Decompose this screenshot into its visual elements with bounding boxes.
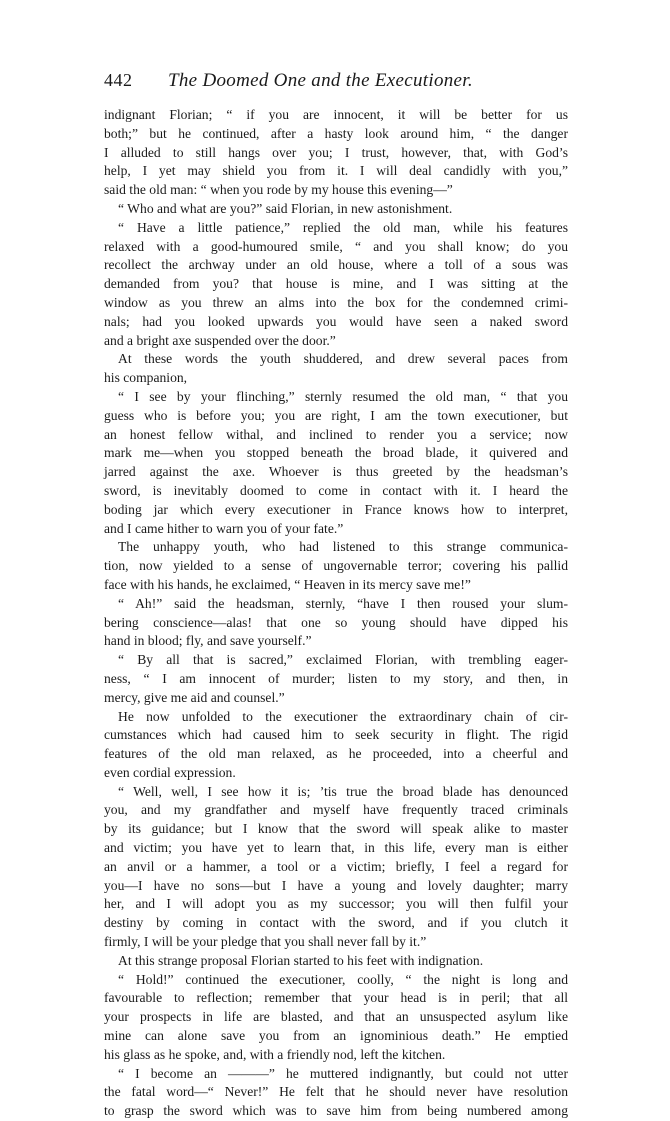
text-line: firmly, I will be your pledge that you shall never fall by it.” [104, 934, 427, 950]
text-line: to grasp the sword which was to save him from being numbered among [104, 1103, 568, 1119]
text-line: by its guidance; but I know that the sword will speak alike to master [104, 821, 568, 837]
text-line: the fatal word—“ Never!” He felt that he should never have resolution [104, 1084, 568, 1100]
text-line: her, and I will adopt you as my successor; you will then fulfil your [104, 896, 568, 912]
text-line: even cordial expression. [104, 764, 236, 780]
text-line: sword, is inevitably doomed to come in contact with it. I heard the [104, 482, 568, 498]
text-line: mark me—when you stopped beneath the broad blade, it quivered and [104, 445, 568, 461]
text-line: “ Well, well, I see how it is; ’tis true the broad blade has denounced [118, 783, 568, 799]
body-text [104, 106, 568, 1121]
text-line: I alluded to still hangs over you; I trust, however, that, with God’s [104, 144, 568, 160]
text-line: “ Have a little patience,” replied the old man, while his features [118, 219, 568, 235]
text-line: mercy, give me aid and counsel.” [104, 689, 285, 705]
text-line: and I came hither to warn you of your fate.” [104, 520, 344, 536]
text-line: nals; had you looked upwards you would have seen a naked sword [104, 313, 568, 329]
text-line: “ I become an ———” he muttered indignantly, but could not utter [118, 1065, 568, 1081]
text-line: cumstances which had caused him to seek security in flight. The rigid [104, 727, 568, 743]
text-line: face with his hands, he exclaimed, “ Heaven in its mercy save me!” [104, 576, 471, 592]
text-line: “ By all that is sacred,” exclaimed Florian, with trembling eager- [118, 652, 568, 668]
text-line: both;” but he continued, after a hasty look around him, “ the danger [104, 125, 568, 141]
text-line: you, and my grandfather and myself have frequently traced criminals [104, 802, 568, 818]
text-line: At this strange proposal Florian started to his feet with indignation. [118, 952, 484, 968]
text-line: your prospects in life are blasted, and that an unsuspected asylum like [104, 1009, 568, 1025]
text-line: mine can alone save you from an ignominious death.” He emptied [104, 1028, 568, 1044]
text-line: relaxed with a good-humoured smile, “ and you shall know; do you [104, 238, 568, 254]
text-line: his glass as he spoke, and, with a friendly nod, left the kitchen. [104, 1046, 446, 1062]
text-line: “ Who and what are you?” said Florian, in new astonishment. [118, 200, 453, 216]
text-line: an anvil or a hammer, a tool or a victim; briefly, I feel a regard for [104, 858, 568, 874]
running-title: The Doomed One and the Executioner. [168, 70, 473, 91]
text-line: his companion, [104, 370, 188, 386]
text-line: hand in blood; fly, and save yourself.” [104, 633, 312, 649]
text-line: and victim; you have yet to learn that, in this life, every man is either [104, 840, 568, 856]
text-line: He now unfolded to the executioner the extraordinary chain of cir- [118, 708, 568, 724]
text-line: tion, now yielded to a sense of ungovernable terror; covering his pallid [104, 558, 568, 574]
text-line: “ Ah!” said the headsman, sternly, “have I then roused your slum- [118, 595, 568, 611]
text-line: guess who is before you; you are right, I am the town executioner, but [104, 407, 568, 423]
text-line: help, I yet may shield you from it. I will deal candidly with you,” [104, 163, 568, 179]
text-line: you—I have no sons—but I have a young and lovely daughter; marry [104, 877, 568, 893]
text-line: said the old man: “ when you rode by my house this evening—” [104, 182, 453, 198]
text-line: features of the old man relaxed, as he proceeded, into a cheerful and [104, 746, 568, 762]
text-line: boding jar which every executioner in France knows how to interpret, [104, 501, 568, 517]
page-number: 442 [104, 70, 133, 90]
text-line: demanded from you? that house is mine, and I was sitting at the [104, 276, 568, 292]
text-line: “ I see by your flinching,” sternly resumed the old man, “ that you [118, 388, 568, 404]
text-line: At these words the youth shuddered, and drew several paces from [118, 351, 568, 367]
text-line: bering conscience—alas! that one so young should have dipped his [104, 614, 568, 630]
text-line: indignant Florian; “ if you are innocent, it will be better for us [104, 107, 568, 122]
text-line: jarred against the axe. Whoever is thus greeted by the headsman’s [104, 464, 568, 480]
text-line: and a bright axe suspended over the door.” [104, 332, 336, 348]
text-line: favourable to reflection; remember that your head is in peril; that all [104, 990, 568, 1006]
text-line: “ Hold!” continued the executioner, coolly, “ the night is long and [118, 971, 568, 987]
book-page [104, 70, 568, 1121]
text-line: The unhappy youth, who had listened to this strange communica- [118, 539, 568, 555]
text-line: recollect the archway under an old house, where a toll of a sous was [104, 257, 568, 273]
page-header [104, 70, 568, 100]
text-line: destiny by coming in contact with the sword, and if you clutch it [104, 915, 568, 931]
text-line: window as you threw an alms into the box for the condemned crimi- [104, 294, 568, 310]
text-line: ness, “ I am innocent of murder; listen to my story, and then, in [104, 670, 568, 686]
text-line: an honest fellow withal, and inclined to render you a service; now [104, 426, 568, 442]
